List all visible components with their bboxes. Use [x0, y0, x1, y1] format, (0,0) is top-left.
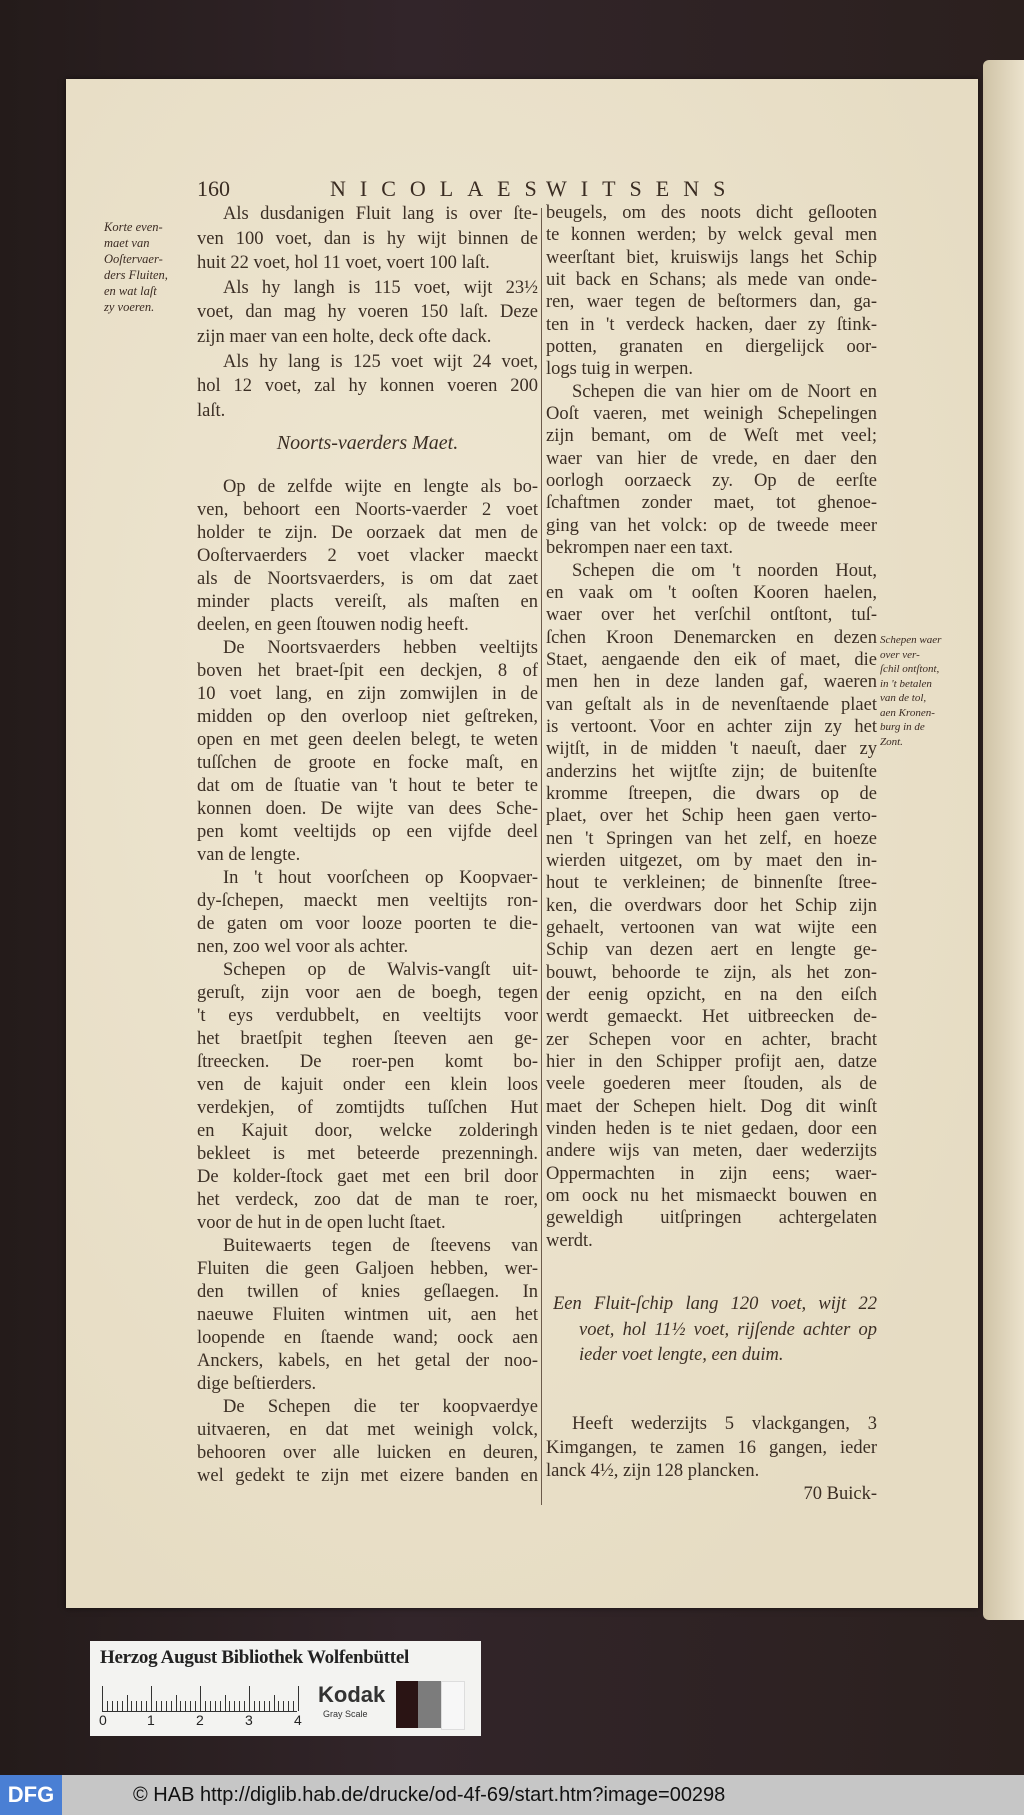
text-line: als de Noortsvaerders, is om dat zaet: [197, 569, 538, 589]
text-line: geweldigh uitſpringen achtergelaten: [546, 1208, 877, 1229]
ruler-label: 4: [294, 1712, 302, 1728]
text-line: hout te verkleinen; de binnenſte ſtree-: [546, 873, 877, 894]
text-line: der eenig opzicht, en na den eiſch: [546, 985, 877, 1006]
ruler-label: 3: [245, 1712, 253, 1728]
ruler-tick: [225, 1695, 226, 1711]
text-line: wel gedekt te zijn met eizere banden en: [197, 1466, 538, 1486]
margin-note-line: ders Fluiten,: [104, 268, 168, 282]
text-line: holder te zijn. De oorzaek dat men de: [197, 523, 538, 543]
margin-note-line: zy voeren.: [104, 300, 155, 314]
ruler-label: 2: [196, 1712, 204, 1728]
text-line: De Schepen die ter koopvaerdye: [223, 1397, 538, 1417]
ruler-tick: [190, 1701, 191, 1711]
text-line: ven, behoort een Noorts-vaerder 2 voet: [197, 500, 538, 520]
ruler-tick: [229, 1701, 230, 1711]
ruler-tick: [264, 1701, 265, 1711]
ruler-tick: [185, 1701, 186, 1711]
text-line: Fluiten die geen Galjoen hebben, wer-: [197, 1259, 538, 1279]
section-heading: Noorts-vaerders Maet.: [276, 432, 459, 454]
ruler-tick: [215, 1701, 216, 1711]
library-name: Herzog August Bibliothek Wolfenbüttel: [100, 1647, 409, 1668]
text-line: de gaten om voor looze poorten te die-: [197, 914, 538, 934]
text-line: is vertoont. Voor en achter zijn zy het: [546, 716, 877, 737]
text-line: voet, dan mag hy voeren 150 laſt. Deze: [197, 302, 538, 323]
text-line: plaet, over het Schip heen gaen verto-: [546, 806, 877, 827]
margin-note-line: van de tol,: [880, 692, 927, 704]
text-line: dat om de ſtuatie van 't hout te beter te: [197, 776, 538, 796]
ruler-tick: [176, 1695, 177, 1711]
italic-specification: [553, 1292, 877, 1369]
ruler-tick: [254, 1701, 255, 1711]
text-line: verdekjen, of zomtijdts tuſſchen Hut: [197, 1098, 538, 1118]
margin-note-line: aen Kronen-: [880, 706, 935, 719]
text-line: uit back en Schans; als mede van onde-: [546, 270, 877, 291]
ruler-tick: [146, 1701, 147, 1711]
text-line: Als dusdanigen Fluit lang is over ſte-: [223, 204, 538, 224]
text-line: konnen doen. De wijte van dees Sche-: [197, 799, 538, 819]
ruler-tick: [278, 1701, 279, 1711]
text-line: Staet, aengaende den eik of maet, die: [546, 649, 877, 670]
text-line: voor de hut in de open lucht ſtaet.: [197, 1213, 446, 1233]
text-line: deelen, en geen ſtouwen nodig heeft.: [197, 615, 469, 635]
ruler-tick: [244, 1701, 245, 1711]
ruler-tick: [210, 1701, 211, 1711]
text-line: anderzins het wijtſte zijn; de buitenſte: [546, 761, 877, 782]
text-line: De kolder-ſtock gaet met een bril door: [197, 1167, 538, 1187]
footer-bar: [0, 1775, 1024, 1815]
text-line: beugels, om des noots dicht geſlooten: [546, 203, 877, 223]
text-line: In 't hout voorſcheen op Koopvaer-: [223, 868, 538, 888]
margin-note-line: Zont.: [880, 735, 903, 748]
italic-text-line: voet, hol 11½ voet, rijſende achter op: [579, 1319, 877, 1340]
text-line: van de lengte.: [197, 845, 301, 865]
text-line: ren, waer tegen de beſtormers dan, ga-: [546, 292, 877, 313]
text-line: en vaak om 't ooſten Kooren haelen,: [546, 582, 877, 603]
text-line: ten in 't verdeck hacken, daer zy ſtink-: [546, 314, 877, 335]
text-line: nen 't Springen van het zelf, en hoeze: [546, 828, 877, 849]
text-line: werdt gemaeckt. Het uitbreecken de-: [546, 1007, 877, 1028]
ruler-tick: [274, 1695, 275, 1711]
text-line: zijn bemant, om de Weſt met veel;: [546, 426, 877, 447]
text-line: bekleet is met beteerde prezenningh.: [197, 1144, 538, 1164]
gray-patch: [418, 1681, 441, 1728]
text-line: dy-ſchepen, maeckt men veeltijts ron-: [197, 891, 538, 911]
text-line: huit 22 voet, hol 11 voet, voert 100 laſt.: [197, 253, 490, 274]
text-line: wierden uitgezet, om by maet den in-: [546, 850, 877, 871]
text-line: Op de zelfde wijte en lengte als bo-: [223, 477, 538, 497]
text-line: loopende en ſtaende wand; oock aen: [197, 1328, 538, 1348]
text-line: hol 12 voet, zal hy konnen voeren 200: [197, 376, 538, 397]
text-line: vinden heden is te niet gedaen, door een: [546, 1119, 877, 1140]
gray-scale-label: Gray Scale: [323, 1709, 368, 1719]
ruler-tick: [122, 1701, 123, 1711]
text-line: waer over het verſchil ontſtont, tuſ-: [546, 605, 877, 626]
ruler-tick: [161, 1701, 162, 1711]
ruler-label: 1: [147, 1712, 155, 1728]
text-line: Oppermachten in zijn eens; waer-: [546, 1163, 877, 1184]
text-line: andere wijs van meten, daer wederzijts: [546, 1141, 877, 1162]
ruler-tick: [127, 1695, 128, 1711]
margin-note-line: en wat laſt: [104, 284, 157, 298]
text-line: potten, granaten en diergelijck oor-: [546, 337, 877, 358]
text-line: weerſtant biet, kruiswijs langs het Schip: [546, 247, 877, 268]
ruler-tick: [112, 1701, 113, 1711]
ruler-tick: [288, 1701, 289, 1711]
text-line: men hen in deze landen gaf, waeren: [546, 672, 877, 693]
text-line: Als hy langh is 115 voet, wijt 23½: [223, 277, 538, 298]
right-column-block-2: [546, 1413, 877, 1484]
text-line: het verdeck, zoo dat de man te roer,: [197, 1190, 538, 1210]
ruler-tick: [131, 1701, 132, 1711]
ruler-tick: [298, 1686, 299, 1711]
ruler-tick: [102, 1686, 103, 1711]
text-line: geruſt, zijn voor aen de boegh, tegen: [197, 983, 538, 1003]
text-line: logs tuig in werpen.: [546, 359, 693, 380]
text-line: naeuwe Fluiten wintmen uit, aen het: [197, 1305, 538, 1325]
text-line: ven de kajuit onder een klein loos: [197, 1075, 538, 1095]
ruler-tick: [239, 1701, 240, 1711]
left-column-block-2: [197, 476, 538, 1488]
text-line: Ooſtervaerders 2 voet vlacker maeckt: [197, 546, 538, 566]
text-line: Heeft wederzijts 5 vlackgangen, 3: [572, 1414, 877, 1434]
text-line: gehaelt, vertoonen van wat wijte een: [546, 918, 877, 938]
ruler-tick: [171, 1701, 172, 1711]
margin-note-line: Korte even-: [104, 220, 163, 234]
running-title-right: WITSENS: [546, 176, 740, 201]
ruler-tick: [151, 1686, 152, 1711]
ruler-tick: [136, 1701, 137, 1711]
text-line: Kimgangen, te zamen 16 gangen, ieder: [546, 1437, 877, 1458]
text-line: open en met geen deelen belegt, te weten: [197, 730, 538, 750]
text-line: Ooſt vaeren, met weinigh Schepelingen: [546, 404, 877, 425]
left-column-block-1: [197, 202, 538, 423]
text-line: nen, zoo wel voor als achter.: [197, 937, 409, 957]
ruler-tick: [205, 1701, 206, 1711]
text-line: ſtreecken. De roer-pen komt bo-: [197, 1052, 538, 1072]
text-line: minder placts vereiſt, als maſten en: [197, 592, 538, 612]
text-line: om oock nu het mismaeckt bouwen en: [546, 1186, 877, 1207]
ruler-tick: [293, 1701, 294, 1711]
text-line: Schepen die van hier om de Noort en: [572, 381, 877, 402]
text-line: tuſſchen de groote en focke maſt, en: [197, 753, 538, 773]
text-line: bouwt, behoorde te zijn, als het zon-: [546, 962, 877, 983]
text-line: ſchen Kroon Denemarcken en dezen: [546, 627, 877, 648]
ruler-tick: [234, 1701, 235, 1711]
catchword: 70 Buick-: [803, 1484, 877, 1504]
text-line: lanck 4½, zijn 128 plancken.: [546, 1461, 760, 1481]
white-patch: [441, 1681, 465, 1730]
text-line: uitvaeren, en dat met weinigh volck,: [197, 1420, 538, 1440]
ruler-tick: [259, 1701, 260, 1711]
ruler: [102, 1686, 297, 1712]
margin-note-line: in 't betalen: [880, 677, 932, 690]
ruler-label: 0: [99, 1712, 107, 1728]
text-line: 't eys verdubbelt, en veeltijts voor: [197, 1006, 538, 1026]
margin-note-line: ſchil ontſtont,: [880, 663, 940, 675]
text-line: zijn maer van een holte, deck ofte dack.: [197, 326, 492, 347]
margin-note-line: maet van: [104, 236, 150, 250]
copyright-link[interactable]: © HAB http://diglib.hab.de/drucke/od-4f-69/start.htm?image=00298: [133, 1784, 726, 1806]
text-line: maet der Schepen hielt. Dog dit winſt: [546, 1096, 877, 1117]
text-line: midden op den overloop niet geſtreken,: [197, 707, 538, 727]
text-line: dige beſtierders.: [197, 1374, 317, 1394]
ruler-tick: [166, 1701, 167, 1711]
ruler-tick: [200, 1686, 201, 1711]
ruler-tick: [141, 1701, 142, 1711]
right-margin-note: [880, 633, 941, 749]
kodak-logo: Kodak: [318, 1682, 386, 1707]
text-line: laſt.: [197, 400, 226, 421]
ruler-tick: [156, 1701, 157, 1711]
text-line: ken, die overdwars door het Schip zijn: [546, 895, 877, 916]
dfg-logo: DFG: [0, 1775, 62, 1815]
text-line: van geſtalt als in de nevenſtaende plaet: [546, 694, 877, 715]
text-line: 10 voet lang, en zijn zomwijlen in de: [197, 684, 538, 704]
black-patch: [396, 1681, 418, 1728]
ruler-tick: [249, 1686, 250, 1711]
text-line: Als hy lang is 125 voet wijt 24 voet,: [223, 351, 538, 372]
text-line: De Noortsvaerders hebben veeltijts: [223, 638, 538, 658]
text-line: ſchaftmen zonder maet, tot ghenoe-: [546, 493, 877, 514]
text-line: werdt.: [546, 1230, 593, 1251]
text-line: Schip van dezen aert en lengte ge-: [546, 940, 877, 961]
text-line: kromme ſtreepen, die dwars op de: [546, 783, 877, 804]
ruler-tick: [269, 1701, 270, 1711]
ruler-tick: [220, 1701, 221, 1711]
ruler-tick: [117, 1701, 118, 1711]
running-title-left: NICOLAES: [330, 176, 551, 201]
text-line: ven 100 voet, dan is hy wijt binnen de: [197, 228, 538, 249]
text-line: ging van het volck: op de tweede meer: [546, 515, 877, 536]
text-line: wijtſt, in de midden 't naeuſt, daer zy: [546, 739, 877, 760]
italic-text-line: Een Fluit-ſchip lang 120 voet, wijt 22: [553, 1294, 877, 1314]
text-line: behooren over alle luicken en deuren,: [197, 1443, 538, 1463]
margin-note-line: burg in de: [880, 721, 925, 733]
ruler-tick: [107, 1701, 108, 1711]
column-divider: [541, 208, 542, 1505]
text-line: waer van hier de vrede, en daer den: [546, 448, 877, 469]
text-line: het braetſpit teghen ſteeven aen ge-: [197, 1029, 538, 1049]
page-number: 160: [197, 176, 230, 201]
color-reference-card: [90, 1641, 481, 1736]
ruler-tick: [180, 1701, 181, 1711]
text-line: zer Schepen voor en achter, bracht: [546, 1029, 877, 1050]
ruler-tick: [195, 1701, 196, 1711]
margin-note-line: Ooſtervaer-: [104, 252, 163, 266]
text-line: en Kajuit door, welcke zolderingh: [197, 1121, 538, 1141]
text-line: Schepen die om 't noorden Hout,: [572, 560, 877, 581]
margin-note-line: Schepen waer: [880, 634, 942, 646]
text-line: veele goederen meer ſtouden, als de: [546, 1074, 877, 1095]
italic-text-line: ieder voet lengte, een duim.: [579, 1345, 784, 1365]
right-column-block-1: [546, 202, 877, 1252]
margin-note-line: over ver-: [880, 648, 920, 661]
next-page-edge: [983, 60, 1024, 1620]
ruler-tick: [283, 1701, 284, 1711]
left-margin-note: [104, 219, 168, 315]
text-line: den twillen of knies geſlaegen. In: [197, 1282, 538, 1302]
text-line: boven het braet-ſpit een deckjen, 8 of: [197, 661, 538, 681]
text-line: oorlogh oorzaeck zy. Op de eerſte: [546, 471, 877, 492]
text-line: bekrompen naer een taxt.: [546, 538, 733, 559]
text-line: te konnen werden; by welck geval men: [546, 225, 877, 246]
text-line: pen komt veeltijds op een vijfde deel: [197, 822, 538, 842]
text-line: hier in den Schipper profijt aen, datze: [546, 1052, 877, 1073]
text-line: Schepen op de Walvis-vangſt uit-: [223, 960, 538, 980]
text-line: Buitewaerts tegen de ſteevens van: [223, 1236, 538, 1256]
text-line: Anckers, kabels, en het getal der noo-: [197, 1351, 538, 1371]
